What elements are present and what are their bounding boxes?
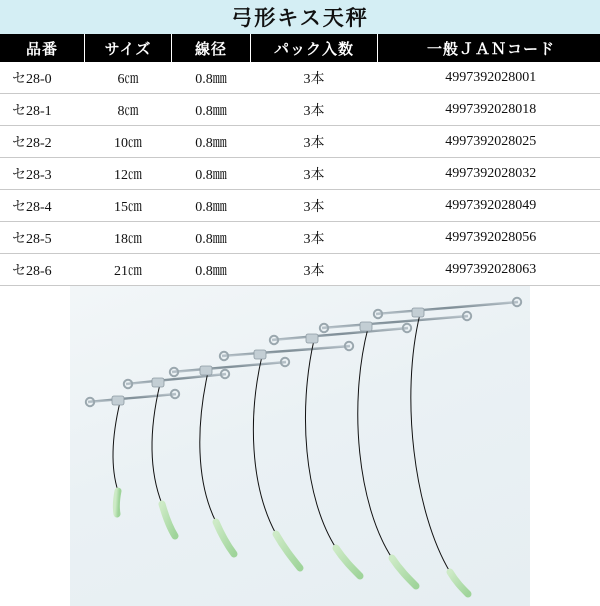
cell-item-number: セ28-6 <box>0 254 85 286</box>
cell-size: 12㎝ <box>85 158 172 190</box>
column-header-size: サイズ <box>85 34 172 62</box>
cell-size: 15㎝ <box>85 190 172 222</box>
table-header <box>0 34 600 62</box>
cell-pack-quantity: 3本 <box>251 158 378 190</box>
column-header-item-number: 品番 <box>0 34 85 62</box>
cell-item-number: セ28-3 <box>0 158 85 190</box>
cell-item-number: セ28-1 <box>0 94 85 126</box>
table-row <box>0 222 600 254</box>
cell-wire-diameter: 0.8㎜ <box>172 222 251 254</box>
cell-pack-quantity: 3本 <box>251 126 378 158</box>
cell-size: 10㎝ <box>85 126 172 158</box>
cell-pack-quantity: 3本 <box>251 254 378 286</box>
table-row <box>0 190 600 222</box>
table-body <box>0 62 600 286</box>
table-row <box>0 94 600 126</box>
cell-jan-code: 4997392028056 <box>378 222 600 254</box>
product-illustration <box>0 286 600 606</box>
page-title: 弓形キス天秤 <box>231 2 369 32</box>
column-header-wire-diameter: 線径 <box>172 34 251 62</box>
tenbin-unit <box>220 342 353 568</box>
cell-jan-code: 4997392028049 <box>378 190 600 222</box>
spec-table <box>0 34 600 286</box>
cell-jan-code: 4997392028025 <box>378 126 600 158</box>
cell-wire-diameter: 0.8㎜ <box>172 126 251 158</box>
tenbin-unit <box>86 390 179 514</box>
tenbin-unit <box>124 370 229 536</box>
cell-pack-quantity: 3本 <box>251 222 378 254</box>
cell-size: 6㎝ <box>85 62 172 94</box>
cell-item-number: セ28-4 <box>0 190 85 222</box>
cell-item-number: セ28-0 <box>0 62 85 94</box>
cell-wire-diameter: 0.8㎜ <box>172 94 251 126</box>
cell-size: 8㎝ <box>85 94 172 126</box>
column-header-pack-quantity: パック入数 <box>251 34 378 62</box>
cell-item-number: セ28-2 <box>0 126 85 158</box>
column-header-jan-code: 一般ＪＡＮコード <box>378 34 600 62</box>
cell-size: 18㎝ <box>85 222 172 254</box>
tenbin-unit <box>320 312 471 586</box>
cell-jan-code: 4997392028018 <box>378 94 600 126</box>
cell-wire-diameter: 0.8㎜ <box>172 190 251 222</box>
cell-item-number: セ28-5 <box>0 222 85 254</box>
tenbin-unit <box>374 298 521 594</box>
title-banner <box>0 0 600 34</box>
cell-pack-quantity: 3本 <box>251 94 378 126</box>
table-row <box>0 62 600 94</box>
table-row <box>0 254 600 286</box>
cell-pack-quantity: 3本 <box>251 62 378 94</box>
cell-jan-code: 4997392028001 <box>378 62 600 94</box>
table-header-row <box>0 34 600 62</box>
cell-pack-quantity: 3本 <box>251 190 378 222</box>
cell-jan-code: 4997392028063 <box>378 254 600 286</box>
table-row <box>0 126 600 158</box>
tenbin-unit <box>270 324 411 576</box>
cell-jan-code: 4997392028032 <box>378 158 600 190</box>
cell-wire-diameter: 0.8㎜ <box>172 254 251 286</box>
table-row <box>0 158 600 190</box>
cell-size: 21㎝ <box>85 254 172 286</box>
product-photo <box>0 286 600 606</box>
cell-wire-diameter: 0.8㎜ <box>172 158 251 190</box>
cell-wire-diameter: 0.8㎜ <box>172 62 251 94</box>
